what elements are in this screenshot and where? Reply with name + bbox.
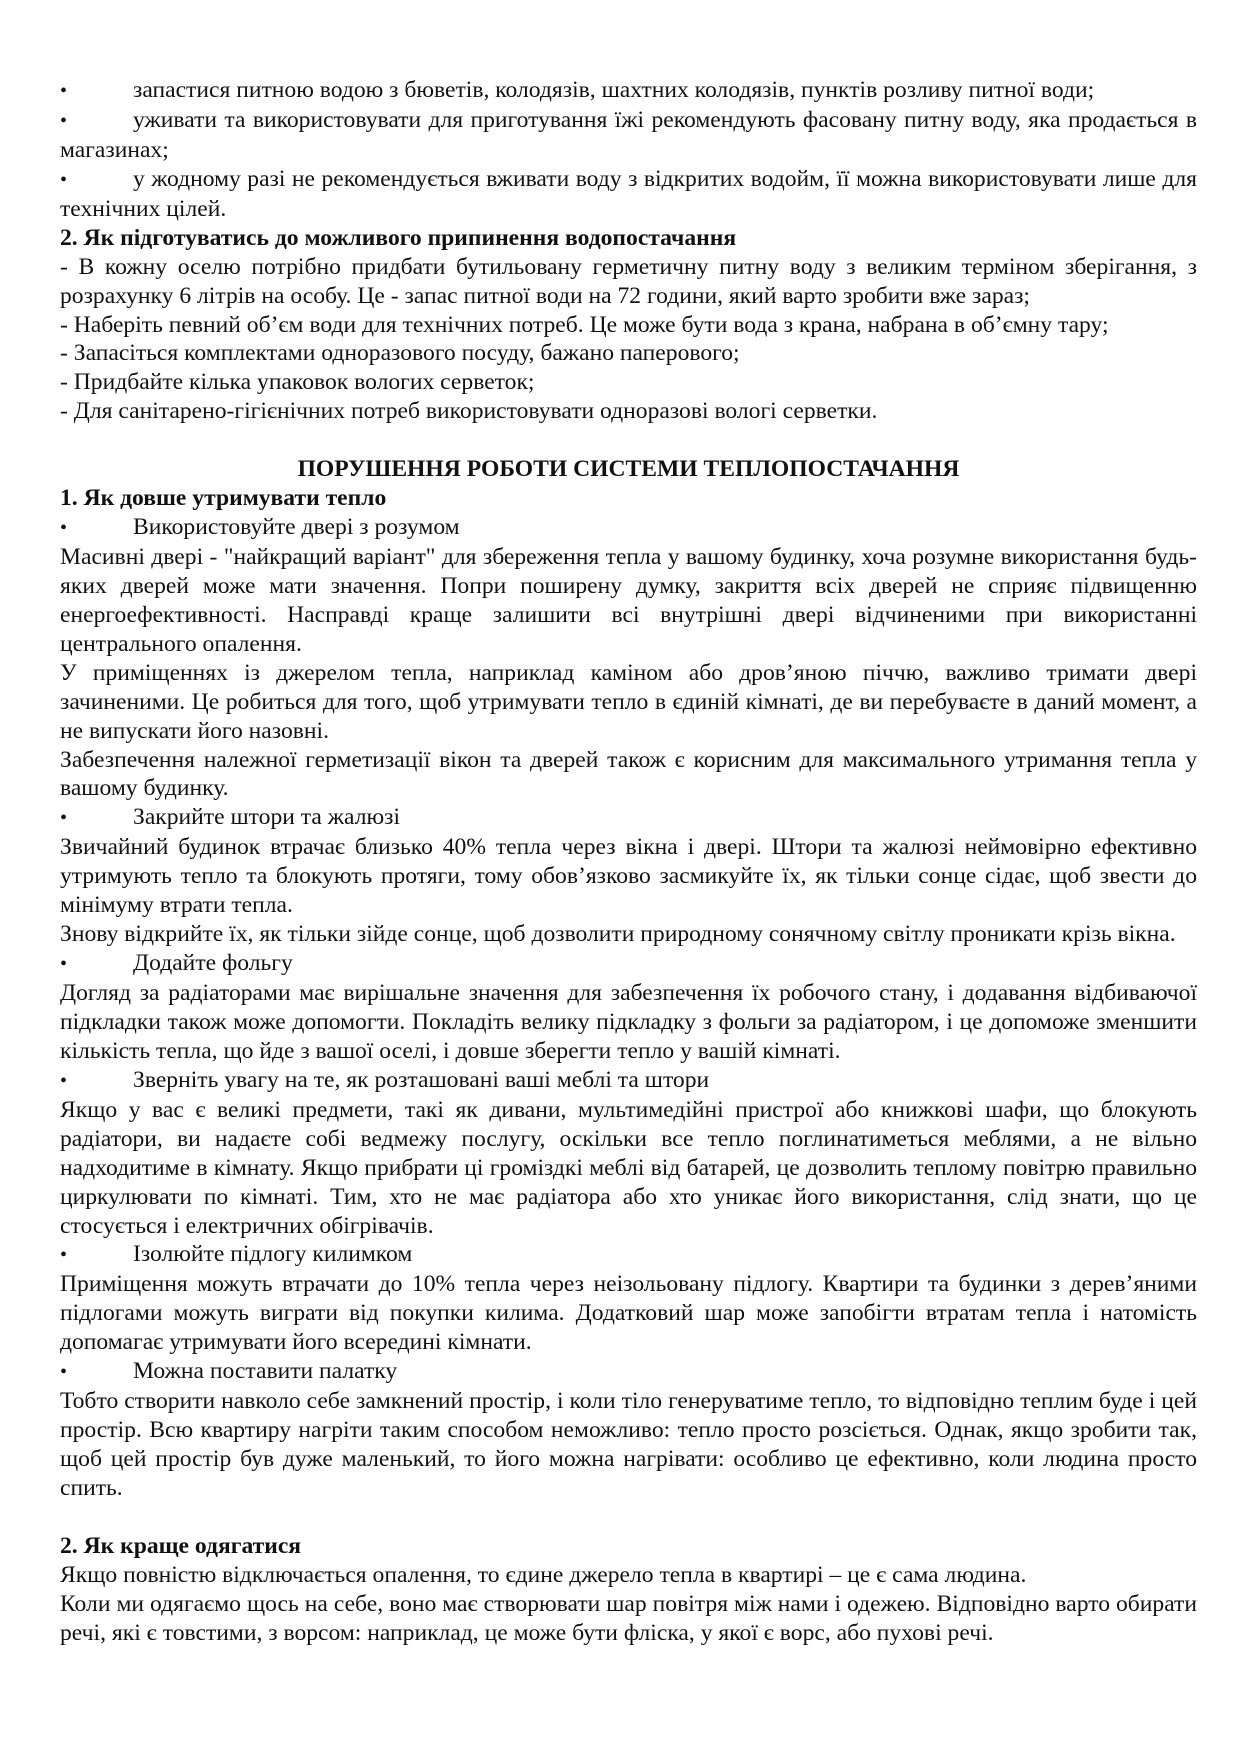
paragraph: Якщо у вас є великі предмети, такі як дивани, мультимедійні пристрої або книжкові шафи, що блокують радіатори, ви надаєте собі ведмежу послугу, оскільки все тепло поглинатиметься меблями, а не вільно надходитиме в кімнату. Якщо прибрати ці громіздкі меблі від батарей, це дозволить теплому повітрю правильно циркулювати по кімнаті. Тим, хто не має радіатора або хто уникає його використання, слід знати, що це стосується і електричних обігрівачів. xyxy=(60,1096,1197,1239)
prep-item: - Для санітарено-гігієнічних потреб використовувати одноразові вологі серветки. xyxy=(60,398,878,425)
paragraph: Знову відкрийте їх, як тільки зійде сонце, щоб дозволити природному сонячному світлу проникати крізь вікна. xyxy=(60,921,1176,948)
paragraph: Звичайний будинок втрачає близько 40% тепла через вікна і двері. Штори та жалюзі неймовірно ефективно утримують тепло та блокують протяги, тому обов’язково засмикуйте їх, як тільки сонце сідає, щоб звести до мінімуму втрати тепла. xyxy=(60,834,1197,919)
paragraph: Масивні двері - "найкращий варіант" для збереження тепла у вашому будинку, хоча розумне використання будь-яких дверей може мати значення. Попри поширену думку, закриття всіх дверей не сприяє підвищенню енергоефективності. Насправді краще залишити всі внутрішні двері відчиненими при використанні центрального опалення. xyxy=(60,543,1197,657)
section-heading: 2. Як підготуватись до можливого припинення водопостачання xyxy=(60,224,737,251)
page-title: ПОРУШЕННЯ РОБОТИ СИСТЕМИ ТЕПЛОПОСТАЧАННЯ xyxy=(297,456,960,483)
tip-bullet xyxy=(60,1240,1197,1270)
paragraph: Приміщення можуть втрачати до 10% тепла через неізольовану підлогу. Квартири та будинки з дерев’яними підлогами можуть виграти від покупки килима. Додатковий шар може запобігти втратам тепла і натомість допомагає утримувати його всередині кімнати. xyxy=(60,1271,1197,1356)
paragraph: У приміщеннях із джерелом тепла, наприклад каміном або дров’яною піччю, важливо тримати двері зачиненими. Це робиться для того, щоб утримувати тепло в єдиній кімнаті, де ви перебуваєте в даний момент, а не випускати його назовні. xyxy=(60,659,1197,744)
prep-item: - Наберіть певний об’єм води для технічних потреб. Це може бути вода з крана, набрана в об’ємну тару; xyxy=(60,311,1109,338)
paragraph: Тобто створити навколо себе замкнений простір, і коли тіло генеруватиме тепло, то відповідно теплим буде і цей простір. Всю квартиру нагріти таким способом неможливо: тепло просто розсіється. Однак, якщо зробити так, щоб цей простір був дуже маленький, то його можна нагрівати: особливо це ефективно, коли людина просто спить. xyxy=(60,1388,1197,1501)
tip-bullet xyxy=(60,1066,1197,1096)
bullet-icon xyxy=(60,949,133,979)
list-item xyxy=(60,76,1197,106)
document-page xyxy=(60,76,1197,1648)
bullet-icon xyxy=(60,513,133,543)
tip-title: Зверніть увагу на те, як розташовані ваші меблі та штори xyxy=(133,1066,710,1093)
paragraph: Забезпечення належної герметизації вікон та дверей також є корисним для максимального утримання тепла у вашому будинку. xyxy=(60,746,1197,802)
bullet-icon xyxy=(60,1357,133,1387)
tip-bullet xyxy=(60,513,1197,543)
list-item xyxy=(60,106,1197,165)
spacer xyxy=(60,1503,1197,1532)
list-item-text: уживати та використовувати для приготування їжі рекомендують фасовану питну воду, яка продається в магазинах; xyxy=(60,106,1197,163)
bullet-icon xyxy=(60,803,133,833)
tip-title: Закрийте штори та жалюзі xyxy=(133,804,400,831)
paragraph: Коли ми одягаємо щось на себе, воно має створювати шар повітря між нами і одежею. Відповідно варто обирати речі, які є товстими, з ворсом: наприклад, це може бути фліска, у якої є ворс, або пухові речі. xyxy=(60,1590,1197,1646)
spacer xyxy=(60,426,1197,455)
prep-item: - Придбайте кілька упаковок вологих серветок; xyxy=(60,369,535,396)
tip-title: Використовуйте двері з розумом xyxy=(133,514,460,541)
section-heading: 1. Як довше утримувати тепло xyxy=(60,485,387,512)
list-item-text: запастися питною водою з бюветів, колодязів, шахтних колодязів, пунктів розливу питної води; xyxy=(133,77,1095,103)
bullet-icon xyxy=(60,165,133,195)
tip-bullet xyxy=(60,949,1197,979)
prep-item: - Запасіться комплектами одноразового посуду, бажано паперового; xyxy=(60,340,740,367)
bullet-icon xyxy=(60,1240,133,1270)
tip-bullet xyxy=(60,1357,1197,1387)
tip-bullet xyxy=(60,803,1197,833)
tip-title: Можна поставити палатку xyxy=(133,1358,398,1385)
bullet-icon xyxy=(60,1066,133,1096)
paragraph: Якщо повністю відключається опалення, то єдине джерело тепла в квартирі – це є сама людина. xyxy=(60,1561,1027,1588)
prep-item: - В кожну оселю потрібно придбати бутильовану герметичну питну воду з великим терміном зберігання, з розрахунку 6 літрів на особу. Це - запас питної води на 72 години, який варто зробити вже зараз; xyxy=(60,253,1197,309)
tip-title: Ізолюйте підлогу килимком xyxy=(133,1241,413,1268)
bullet-icon xyxy=(60,106,133,136)
list-item xyxy=(60,165,1197,224)
paragraph: Догляд за радіаторами має вирішальне значення для забезпечення їх робочого стану, і додавання відбиваючої підкладки також може допомогти. Покладіть велику підкладку з фольги за радіатором, і це допоможе зменшити кількість тепла, що йде з вашої оселі, і довше зберегти тепло у вашій кімнаті. xyxy=(60,980,1197,1064)
section-heading: 2. Як краще одягатися xyxy=(60,1532,302,1559)
tip-title: Додайте фольгу xyxy=(133,950,293,977)
bullet-icon xyxy=(60,76,133,106)
list-item-text: у жодному разі не рекомендується вживати воду з відкритих водойм, її можна використовувати лише для технічних цілей. xyxy=(60,165,1197,222)
